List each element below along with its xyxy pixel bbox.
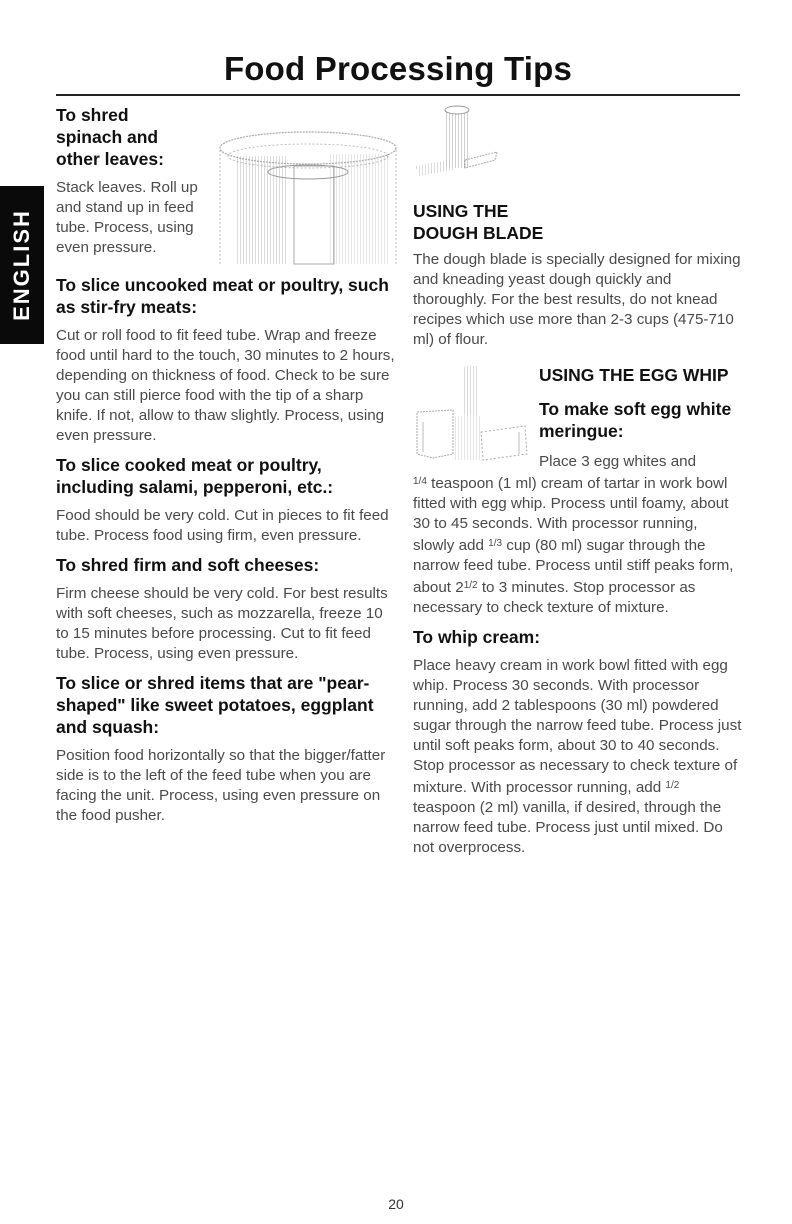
- text-uncooked-meat: Cut or roll food to fit feed tube. Wrap and freeze food until hard to the touch, 30 minutes to 2 hours, depending on thickness of food. Check to be sure you can still pierce food with the tip of a sharp knife. If not, allow to thaw slightly. Process, using even pressure.: [56, 327, 395, 444]
- heading-shred-spinach: To shred spinach and other leaves:: [56, 105, 164, 169]
- page-number: 20: [388, 1196, 404, 1212]
- page-title: Food Processing Tips: [223, 50, 573, 87]
- section-uncooked-meat: [56, 274, 396, 446]
- heading-uncooked-meat: To slice uncooked meat or poultry, such as stir-fry meats:: [56, 275, 389, 317]
- left-column: [56, 104, 396, 834]
- section-egg-whip: [413, 364, 743, 618]
- text-shred-spinach: Stack leaves. Roll up and stand up in feed tube. Process, using even pressure.: [56, 179, 198, 256]
- heading-cheese: To shred firm and soft cheeses:: [56, 555, 320, 575]
- title-divider: [56, 94, 740, 96]
- section-whip-cream: [413, 626, 743, 858]
- text-cooked-meat: Food should be very cold. Cut in pieces to fit feed tube. Process food using firm, even pressure.: [56, 507, 389, 544]
- fraction-quarter: 1/4: [413, 476, 427, 487]
- text-whip-cream: Place heavy cream in work bowl fitted with egg whip. Process 30 seconds. With processor running, add 2 tablespoons (30 ml) powdered sugar through the narrow feed tube. Process just until soft peaks form, about 30 to 40 seconds. Stop processor as necessary to check texture of mixture. With processor running, add $^{1/2}$ teaspoon (2 ml) vanilla, if desired, through the narrow feed tube. Process just until mixed. Do not overprocess.: [413, 657, 742, 856]
- dough-blade-icon: [413, 104, 501, 200]
- text-pear-shaped: Position food horizontally so that the bigger/fatter side is to the left of the feed tube when you are facing the unit. Process, using even pressure on the food pusher.: [56, 747, 386, 824]
- egg-whip-icon: [413, 362, 533, 466]
- heading-whip-cream: To whip cream:: [413, 627, 541, 647]
- heading-pear-shaped: To slice or shred items that are "pear-shaped" like sweet potatoes, eggplant and squash:: [56, 673, 374, 737]
- dough-blade-illustration: [413, 104, 501, 200]
- section-cooked-meat: [56, 454, 396, 546]
- right-column: [413, 104, 743, 866]
- feed-tube-icon: [210, 126, 408, 268]
- language-tab-label: ENGLISH: [9, 209, 35, 321]
- text-dough-blade: The dough blade is specially designed for mixing and kneading yeast dough quickly and thoroughly. For the best results, do not knead recipes which use more than 2-3 cups (475-710 ml) of flour.: [413, 251, 741, 348]
- section-cheese: [56, 554, 396, 664]
- fraction-half-vanilla: 1/2: [665, 780, 680, 791]
- heading-dough-blade: USING THE DOUGH BLADE: [413, 201, 544, 243]
- text-meringue: Place 3 egg whites and $^{1/4}$ teaspoon (1 ml) cream of tartar in work bowl fitted with egg whip. Process until foamy, about 30 to 45 seconds. With processor running, slowly add $^{1/3}$ cup (80 ml) sugar through the narrow feed tube. Process until stiff peaks form, about $2^{1/2}$ to 3 minutes. Stop processor as necessary to check texture of mixture.: [413, 453, 734, 616]
- section-dough-blade: [413, 104, 743, 350]
- section-pear-shaped: [56, 672, 396, 826]
- feed-tube-illustration: [210, 126, 408, 268]
- fraction-third: 1/3: [488, 538, 503, 549]
- heading-egg-whip: USING THE EGG WHIP: [539, 365, 729, 385]
- egg-whip-illustration: [413, 362, 533, 466]
- language-tab: [0, 186, 44, 344]
- text-cheese: Firm cheese should be very cold. For best results with soft cheeses, such as mozzarella, freeze 10 to 15 minutes before processing. Cut to fit feed tube. Process, using even pressure.: [56, 585, 388, 662]
- section-shred-spinach: [56, 104, 396, 268]
- heading-meringue: To make soft egg white meringue:: [539, 399, 732, 441]
- heading-cooked-meat: To slice cooked meat or poultry, including salami, pepperoni, etc.:: [56, 455, 334, 497]
- fraction-half: 1/2: [463, 580, 478, 591]
